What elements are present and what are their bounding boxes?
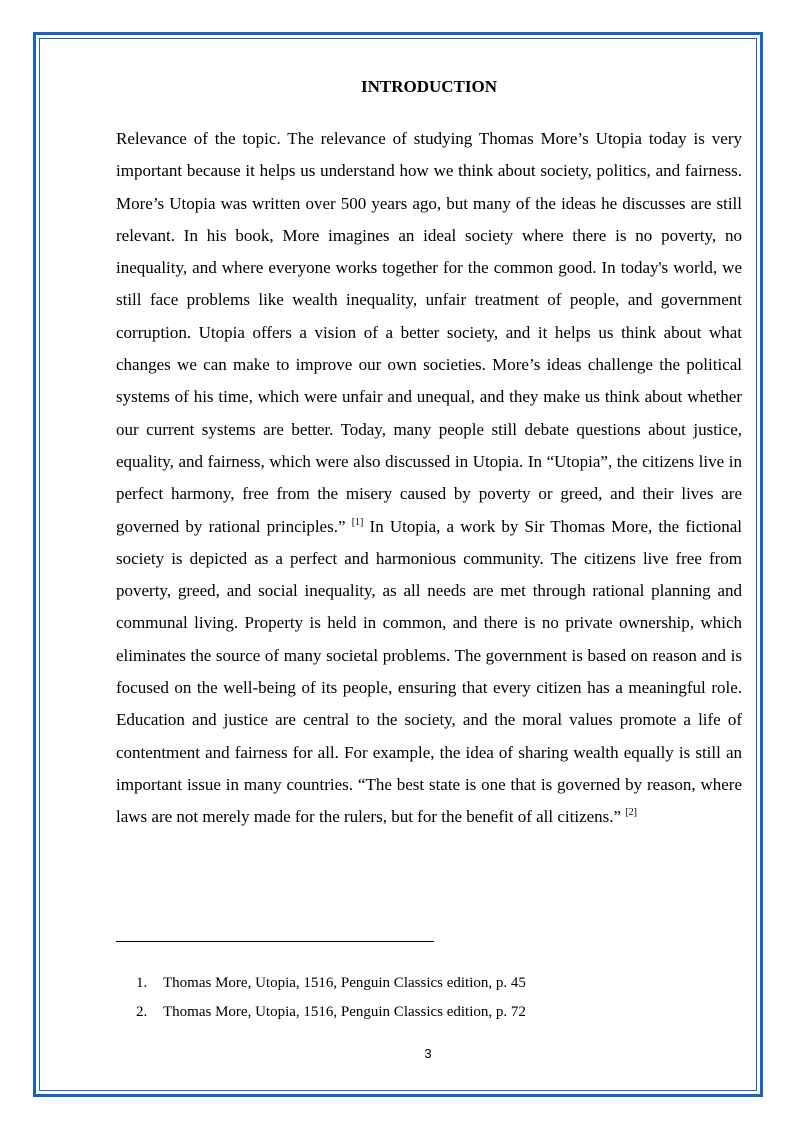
footnote-number: 2. [136,1004,148,1020]
footnote-separator [116,941,434,942]
body-text-part-2: In Utopia, a work by Sir Thomas More, the fictional society is depicted as a perfect and harmonious community. The citizens live free from poverty, greed, and social inequality, as all needs are met through rational planning and communal living. Property is held in common, and there is no private ownership, which eliminates the source of many societal problems. The government is based on reason and is focused on the well-being of its people, ensuring that every citizen has a meaningful role. Education and justice are central to the society, and the moral values promote a life of contentment and fairness for all. For example, the idea of sharing wealth equally is still an important issue in many countries. “The best state is one that is governed by reason, where laws are not merely made for the rulers, but for the benefit of all citizens.” [116,516,742,827]
section-heading: INTRODUCTION [360,77,498,96]
footnote-number: 1. [136,975,148,991]
footnote-text: Thomas More, Utopia, 1516, Penguin Classics edition, p. 45 [163,975,526,991]
footnote-list [136,969,526,1027]
body-text-part-1: Relevance of the topic. The relevance of studying Thomas More’s Utopia today is very important because it helps us understand how we think about society, politics, and fairness. More’s Utopia was written over 500 years ago, but many of the ideas he discusses are still relevant. In his book, More imagines an ideal society where there is no poverty, no inequality, and where everyone works together for the common good. In today's world, we still face problems like wealth inequality, unfair treatment of people, and government corruption. Utopia offers a vision of a better society, and it helps us think about what changes we can make to improve our own societies. More’s ideas challenge the political systems of his time, which were unfair and unequal, and they make us think about whether our current systems are better. Today, many people still debate questions about justice, equality, and fairness, which were also discussed in Utopia. In “Utopia”, the citizens live in perfect harmony, free from the misery caused by poverty or greed, and their lives are governed by rational principles.” [116,129,742,536]
footnote-ref-1[interactable]: [1] [351,516,364,528]
body-paragraph [116,123,742,834]
footnote-item [136,998,526,1027]
footnote-item [136,969,526,998]
page-number: 3 [424,1046,432,1061]
footnote-ref-2[interactable]: [2] [625,807,637,819]
footnote-text: Thomas More, Utopia, 1516, Penguin Classics edition, p. 72 [163,1004,526,1020]
